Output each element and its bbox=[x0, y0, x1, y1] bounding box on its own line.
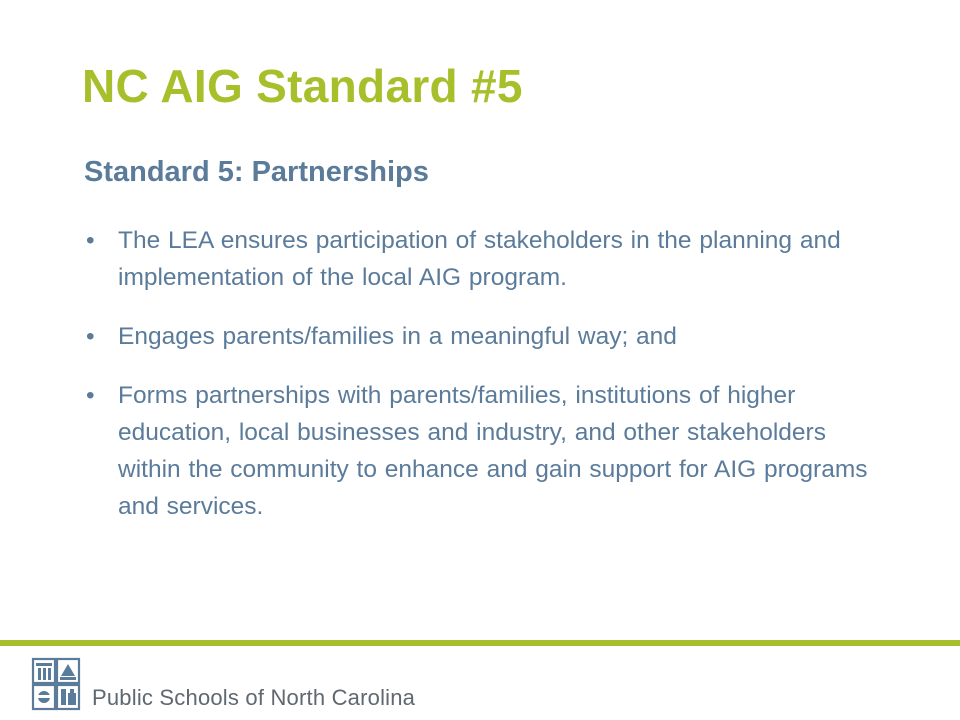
footer-divider bbox=[0, 640, 960, 646]
bullet-marker: • bbox=[86, 323, 95, 350]
bullet-text: Engages parents/families in a meaningful way; and bbox=[118, 323, 677, 350]
bullet-item bbox=[84, 377, 874, 525]
bullet-item bbox=[84, 318, 874, 355]
slide-subtitle: Standard 5: Partnerships bbox=[84, 156, 429, 188]
bullet-text: The LEA ensures participation of stakeholders in the planning and implementation of the local AIG program. bbox=[118, 227, 841, 291]
bullet-text: Forms partnerships with parents/families, institutions of higher education, local businesses and industry, and other stakeholders within the community to enhance and gain support for AIG programs and services. bbox=[118, 382, 868, 520]
bullet-marker: • bbox=[86, 382, 95, 409]
bullet-marker: • bbox=[86, 227, 95, 254]
bullet-item bbox=[84, 222, 874, 296]
slide-title: NC AIG Standard #5 bbox=[82, 60, 523, 112]
nc-public-schools-logo-icon bbox=[30, 656, 82, 712]
footer-org-name: Public Schools of North Carolina bbox=[92, 685, 416, 710]
bullet-list bbox=[84, 222, 874, 547]
